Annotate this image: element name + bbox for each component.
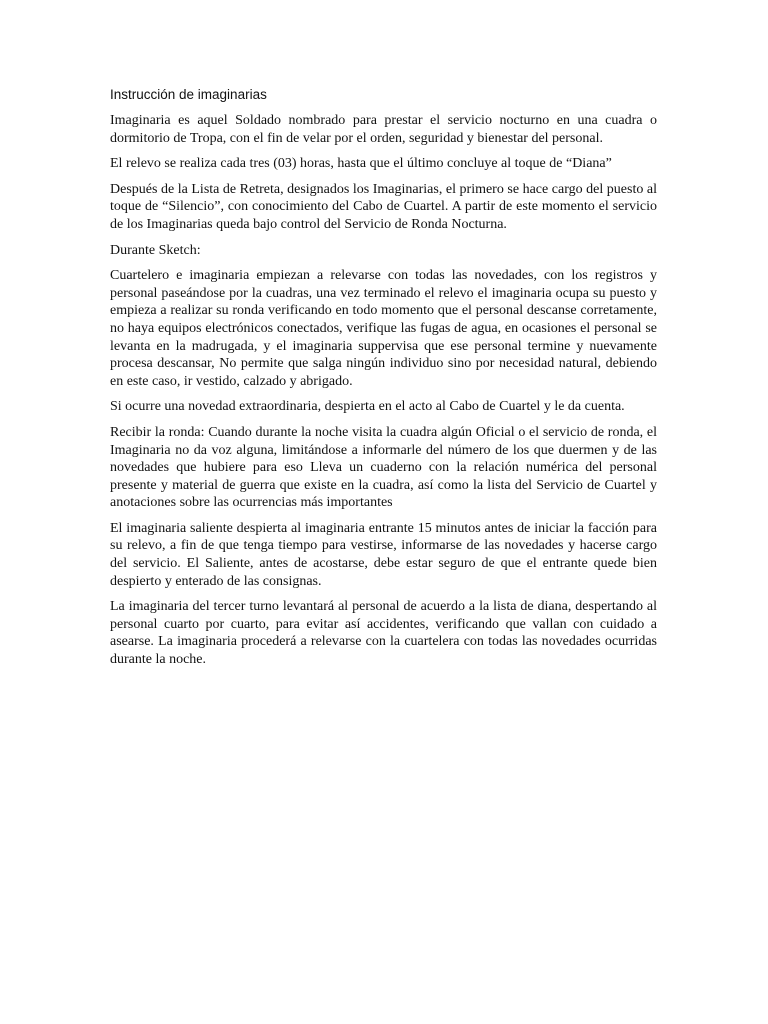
paragraph-third-shift: La imaginaria del tercer turno levantará al personal de acuerdo a la lista de diana, despertando al personal cuarto por cuarto, para evitar así accidentes, verificando que vallan con cuidado a asearse. La imaginaria procederá a relevarse con la cuartelera con todas las novedades ocurridas durante la noche.: [110, 599, 657, 668]
document-title: Instrucción de imaginarias: [110, 87, 267, 102]
paragraph-definition: Imaginaria es aquel Soldado nombrado para prestar el servicio nocturno en una cuadra o dormitorio de Tropa, con el fin de velar por el orden, seguridad y bienestar del personal.: [110, 113, 657, 146]
paragraph-relief-schedule: El relevo se realiza cada tres (03) horas, hasta que el último concluye al toque de “Diana”: [110, 156, 612, 172]
paragraph-duties: Cuartelero e imaginaria empiezan a relevarse con todas las novedades, con los registros y personal paseándose por la cuadras, una vez terminado el relevo el imaginaria ocupa su puesto y empieza a realizar su ronda verificando en todo momento que el personal descanse corretamente, no haya equipos electrónicos conectados, verifique las fugas de agua, en ocasiones el personal se levanta en la madrugada, y el imaginaria suppervisa que ese personal termine y nuevamente procesa descansar, No permite que salga ningún individuo sino por necesidad natural, debiendo en este caso, ir vestido, calzado y abrigado.: [110, 268, 657, 389]
paragraph-during-heading: Durante Sketch:: [110, 242, 201, 258]
paragraph-outgoing-guard: El imaginaria saliente despierta al imaginaria entrante 15 minutos antes de iniciar la facción para su relevo, a fin de que tenga tiempo para vestirse, informarse de las novedades y hacerse cargo del servicio. El Saliente, antes de acostarse, debe estar seguro de que el entrante quede bien despierto y enterado de las consignas.: [110, 520, 657, 589]
paragraph-extraordinary-event: Si ocurre una novedad extraordinaria, despierta en el acto al Cabo de Cuartel y le da cuenta.: [110, 399, 625, 415]
paragraph-after-retreat: Después de la Lista de Retreta, designados los Imaginarias, el primero se hace cargo del puesto al toque de “Silencio”, con conocimiento del Cabo de Cuartel. A partir de este momento el servicio de los Imaginarias queda bajo control del Servicio de Ronda Nocturna.: [110, 181, 657, 232]
paragraph-receive-round: Recibir la ronda: Cuando durante la noche visita la cuadra algún Oficial o el servicio de ronda, el Imaginaria no da voz alguna, limitándose a informarle del número de los que duermen y de las novedades que hubiere para eso Lleva un cuaderno con la relación numérica del personal presente y material de guerra que existe en la cuadra, así como la lista del Servicio de Cuartel y anotaciones sobre las ocurrencias más importantes: [110, 424, 657, 511]
document-body: [110, 86, 657, 677]
